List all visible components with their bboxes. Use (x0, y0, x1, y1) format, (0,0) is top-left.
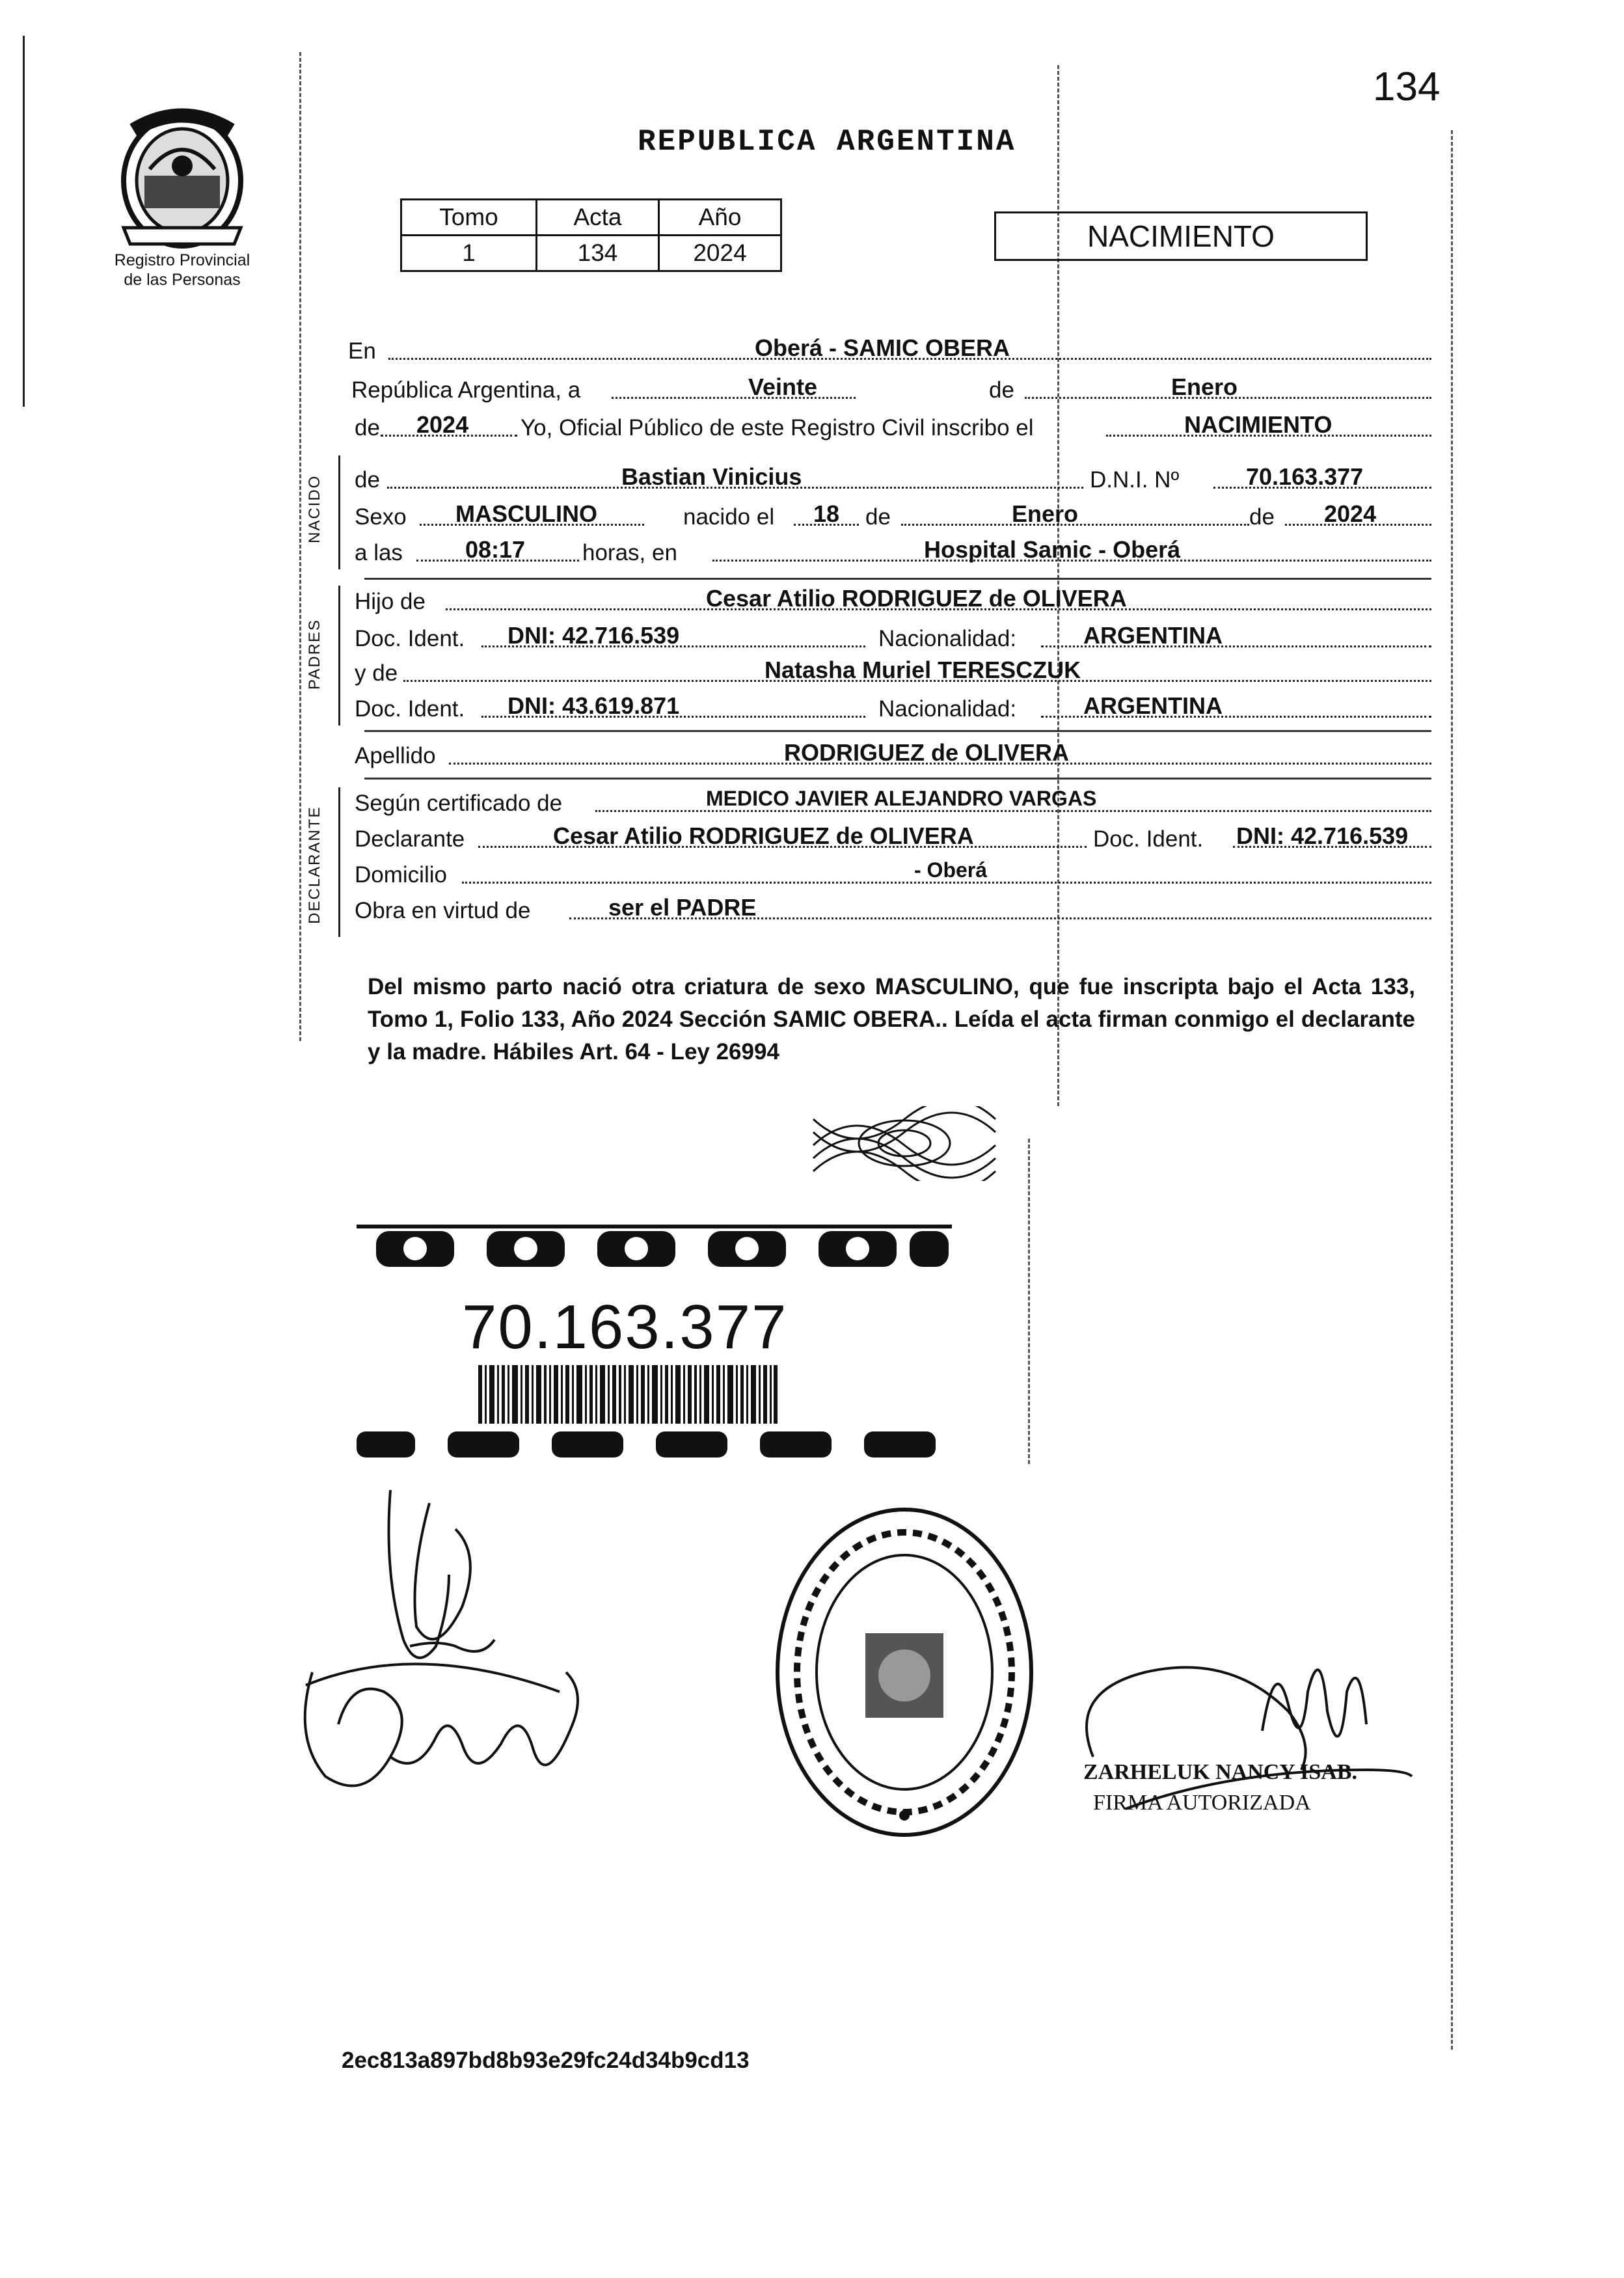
observations-note: Del mismo parto nació otra criatura de sexo MASCULINO, que fue inscripta bajo el Acta 133, Tomo 1, Folio 133, Año 2024 Sección SAMIC OBERA.. Leída el acta firman conmigo el declarante y la madre. Hábiles Art. 64 - Ley 26994 (368, 974, 1415, 1064)
logo-caption-line1: Registro Provincial (114, 251, 250, 269)
left-dashed-rule (299, 52, 301, 1041)
nacido-bracket (338, 455, 340, 569)
declarant-signature (286, 1477, 612, 1809)
office-round-seal (768, 1497, 1041, 1848)
declarante-value: Cesar Atilio RODRIGUEZ de OLIVERA (553, 822, 974, 849)
row-padre (348, 585, 1431, 616)
domicilio-value: - Oberá (914, 858, 988, 882)
left-margin-line (23, 36, 25, 407)
dotted-line (612, 397, 856, 399)
certificado-label: Según certificado de (355, 791, 563, 816)
row-en (348, 334, 1431, 366)
hijo-de-label: Hijo de (355, 589, 426, 614)
a-las-label: a las (355, 540, 403, 565)
section-divider (364, 778, 1431, 780)
nombre-label: de (355, 467, 380, 493)
header-acta: Acta (537, 200, 659, 236)
dni-value: 70.163.377 (1246, 463, 1364, 490)
padre-nacionalidad-value: ARGENTINA (1083, 622, 1223, 649)
row-madre-doc (348, 692, 1431, 724)
dni-barcode (478, 1365, 778, 1424)
value-anio: 2024 (659, 236, 781, 271)
hora-value: 08:17 (465, 536, 526, 563)
nombre-value: Bastian Vinicius (621, 463, 802, 490)
row-inscribo (348, 411, 1431, 442)
row-madre (348, 657, 1431, 688)
row-nombre (348, 463, 1431, 495)
declarante-bracket (338, 787, 340, 937)
y-de-label: y de (355, 660, 398, 686)
padre-nacionalidad-label: Nacionalidad: (878, 626, 1017, 651)
declarante-doc-label: Doc. Ident. (1093, 826, 1204, 852)
section-divider (364, 730, 1431, 732)
padres-bracket (338, 586, 340, 725)
row-republica (348, 373, 1431, 405)
madre-nacionalidad-value: ARGENTINA (1083, 692, 1223, 719)
nacido-el-label: nacido el (683, 504, 775, 530)
madre-nacionalidad-label: Nacionalidad: (878, 696, 1017, 722)
page-number: 134 (1373, 64, 1441, 109)
row-certificado (348, 787, 1431, 818)
de-label: de (989, 377, 1014, 403)
row-hora (348, 536, 1431, 567)
logo-caption (91, 251, 273, 290)
birth-year-value: 2024 (1324, 500, 1377, 527)
domicilio-label: Domicilio (355, 862, 447, 888)
row-padre-doc (348, 622, 1431, 653)
padre-doc-value: DNI: 42.716.539 (508, 622, 680, 649)
declarante-label: Declarante (355, 826, 465, 852)
year-de-label: de (355, 415, 380, 441)
day-value: Veinte (748, 373, 818, 400)
row-declarante (348, 822, 1431, 854)
side-label-declarante: DECLARANTE (306, 806, 323, 924)
year-value: 2024 (416, 411, 469, 438)
obra-value: ser el PADRE (608, 894, 757, 921)
en-label: En (348, 338, 376, 364)
inscribo-value: NACIMIENTO (1184, 411, 1333, 438)
birth-day-value: 18 (813, 500, 840, 527)
certificado-value: MEDICO JAVIER ALEJANDRO VARGAS (706, 787, 1097, 810)
security-band-top (357, 1218, 952, 1270)
sexo-value: MASCULINO (455, 500, 597, 527)
value-tomo: 1 (401, 236, 537, 271)
birth-de-label: de (865, 504, 891, 530)
side-label-padres: PADRES (306, 619, 323, 690)
sexo-label: Sexo (355, 504, 407, 530)
row-obra (348, 894, 1431, 925)
birth-de2-label: de (1249, 504, 1275, 530)
official-role-stamp: FIRMA AUTORIZADA (1093, 1791, 1311, 1815)
dni-sticker-number: 70.163.377 (462, 1292, 788, 1362)
republica-label: República Argentina, a (351, 377, 581, 403)
security-stamp (807, 1106, 1002, 1181)
padre-doc-label: Doc. Ident. (355, 626, 465, 651)
logo-caption-line2: de las Personas (124, 271, 241, 289)
row-sexo (348, 500, 1431, 532)
horas-en-label: horas, en (582, 540, 677, 565)
value-acta: 134 (537, 236, 659, 271)
birth-month-value: Enero (1012, 500, 1079, 527)
dni-label: D.N.I. Nº (1090, 467, 1180, 493)
side-label-nacido: NACIDO (306, 474, 323, 543)
security-band-bottom (357, 1425, 952, 1464)
padre-value: Cesar Atilio RODRIGUEZ de OLIVERA (706, 585, 1127, 612)
lugar-value: Hospital Samic - Oberá (924, 536, 1181, 563)
obra-label: Obra en virtud de (355, 898, 531, 923)
madre-doc-label: Doc. Ident. (355, 696, 465, 722)
document-hash: 2ec813a897bd8b93e29fc24d34b9cd13 (342, 2048, 750, 2073)
row-apellido (348, 739, 1431, 770)
right-dashed-rule (1451, 130, 1453, 2050)
apellido-value: RODRIGUEZ de OLIVERA (784, 739, 1070, 766)
misiones-seal-logo (104, 104, 260, 254)
lower-center-dashed-rule (1028, 1139, 1030, 1464)
madre-doc-value: DNI: 43.619.871 (508, 692, 680, 719)
declarante-doc-value: DNI: 42.716.539 (1236, 822, 1409, 849)
header-tomo: Tomo (401, 200, 537, 236)
apellido-label: Apellido (355, 743, 436, 768)
record-type-box: NACIMIENTO (994, 211, 1368, 261)
header-anio: Año (659, 200, 781, 236)
en-value: Oberá - SAMIC OBERA (755, 334, 1010, 361)
document-title: REPUBLICA ARGENTINA (638, 125, 1016, 159)
section-divider (364, 578, 1431, 580)
official-name-stamp: ZARHELUK NANCY ISAB. (1083, 1760, 1357, 1784)
month-value: Enero (1171, 373, 1238, 400)
tomo-acta-anio-table (400, 198, 782, 272)
madre-value: Natasha Muriel TERESCZUK (765, 657, 1081, 683)
inscribo-label: Yo, Oficial Público de este Registro Civil inscribo el (521, 415, 1034, 441)
row-domicilio (348, 858, 1431, 889)
